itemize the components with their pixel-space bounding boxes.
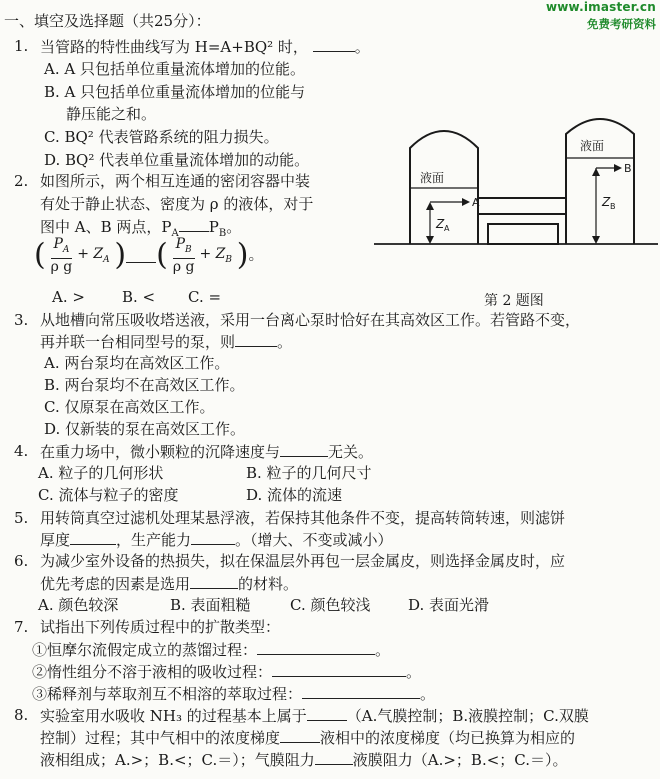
q6-blank xyxy=(190,574,238,589)
q2-line-3: 图中 A、B 两点，$P_A$ $P_B$。 xyxy=(40,218,242,239)
q7-item-1 xyxy=(32,640,390,659)
q5-line-2 xyxy=(40,530,393,549)
point-b-label: B xyxy=(624,162,632,175)
q5-line-2c: 。（增大、不变或减小） xyxy=(235,531,393,549)
q7-item-3-text: ③稀释剂与萃取剂互不相溶的萃取过程： xyxy=(32,685,303,703)
q8-line-2a: 控制）过程；其中气相中的浓度梯度 xyxy=(40,729,281,747)
frac-b-den: ρ g xyxy=(172,258,195,275)
q3-line-2-text: 再并联一台相同型号的泵，则 xyxy=(40,333,236,351)
q1-stem xyxy=(40,37,370,56)
q2-math-end: 。 xyxy=(248,245,264,264)
q8-blank-3 xyxy=(315,750,353,765)
q6-option-d: D. 表面光滑 xyxy=(408,596,490,614)
q2-line-1: 如图所示，两个相互连通的密闭容器中装 xyxy=(40,172,311,190)
q7-item-2-end: 。 xyxy=(406,663,422,681)
q6-line-2 xyxy=(40,574,298,593)
q7-blank-1 xyxy=(257,640,375,655)
q7-item-2 xyxy=(32,662,421,681)
q6-line-2b: 的材料。 xyxy=(238,575,299,593)
q5-blank-1 xyxy=(70,530,116,545)
q7-blank-3 xyxy=(302,684,420,699)
q2-option-c: C. = xyxy=(188,288,222,306)
frac-a-num xyxy=(51,236,73,259)
q2-blank-2 xyxy=(126,248,156,263)
q1-option-a: A. A 只包括单位重量流体增加的位能。 xyxy=(44,60,305,78)
q3-blank xyxy=(235,332,277,347)
za-sub: A xyxy=(103,254,110,265)
frac-a-sub: A xyxy=(62,244,70,255)
plus-za-text: + Z xyxy=(77,245,104,262)
q8-line-3 xyxy=(40,750,568,769)
paren-right-2: ) xyxy=(236,237,249,273)
q7-stem: 试指出下列传质过程中的扩散类型： xyxy=(40,618,281,636)
q5-line-2a: 厚度 xyxy=(40,531,71,549)
section-title: 一、填空及选择题（共25分）： xyxy=(4,12,211,30)
frac-b-num xyxy=(173,236,195,259)
q3-option-b: B. 两台泵均不在高效区工作。 xyxy=(44,376,245,394)
paren-left-1: ( xyxy=(34,237,46,273)
q4-stem-text: 在重力场中，微小颗粒的沉降速度与 xyxy=(40,443,281,461)
q4-option-b: B. 粒子的几何尺寸 xyxy=(246,464,372,482)
q7-item-3-end: 。 xyxy=(420,685,436,703)
q8-line-1b: （A.气膜控制；B.液膜控制；C.双膜 xyxy=(346,707,589,725)
q5-number: 5. xyxy=(14,509,29,527)
q4-option-d: D. 流体的流速 xyxy=(246,486,343,504)
q8-line-3a: 液相组成；A.>；B.<；C.＝）；气膜阻力 xyxy=(40,751,315,769)
q3-line-2 xyxy=(40,332,292,351)
za-arrowhead-down xyxy=(426,236,434,244)
q1-option-d: D. BQ² 代表单位重量流体增加的动能。 xyxy=(44,151,310,169)
q2-math-expression xyxy=(34,236,264,275)
q5-line-2b: ，生产能力 xyxy=(116,531,192,549)
q4-option-a: A. 粒子的几何形状 xyxy=(38,464,164,482)
two-tank-diagram xyxy=(374,110,658,310)
q2-pb: P xyxy=(208,218,219,236)
plus-zb xyxy=(199,245,232,265)
frac-b-sub: B xyxy=(185,244,192,255)
q5-line-1: 用转筒真空过滤机处理某悬浮液，若保持其他条件不变，提高转筒转速，则滤饼 xyxy=(40,509,566,527)
q4-stem xyxy=(40,442,373,461)
q3-number: 3. xyxy=(14,311,29,329)
q8-line-2 xyxy=(40,728,575,747)
point-b-arrowhead xyxy=(614,164,622,172)
watermark-tagline: 免费考研资料 xyxy=(587,17,656,31)
q3-end: 。 xyxy=(277,333,293,351)
q6-line-2a: 优先考虑的因素是选用 xyxy=(40,575,191,593)
q1-number: 1. xyxy=(14,37,29,55)
zb-arrowhead-down xyxy=(592,236,600,244)
q1-option-b-cont: 静压能之和。 xyxy=(66,105,157,123)
point-a-label: A xyxy=(472,196,480,209)
q2-option-a: A. > xyxy=(52,288,85,306)
q8-line-3b: 液膜阻力（A.>；B.<；C.＝）。 xyxy=(352,751,568,769)
frac-b-p: P xyxy=(175,236,186,252)
q2-blank-1 xyxy=(179,217,209,232)
q3-option-a: A. 两台泵均在高效区工作。 xyxy=(44,354,230,372)
paren-right-1: ) xyxy=(114,237,127,273)
paren-left-2: ( xyxy=(156,237,168,273)
q7-number: 7. xyxy=(14,618,29,636)
right-tank-outline xyxy=(566,119,634,244)
plus-za xyxy=(77,245,110,265)
q6-line-1: 为减少室外设备的热损失，拟在保温层外再包一层金属皮，则选择金属皮时，应 xyxy=(40,552,566,570)
q7-blank-2 xyxy=(272,662,406,677)
q8-line-1 xyxy=(40,706,589,725)
plus-zb-text: + Z xyxy=(199,245,226,262)
q5-blank-2 xyxy=(191,530,235,545)
q8-blank-2 xyxy=(280,728,320,743)
q1-end: 。 xyxy=(354,38,370,56)
pipe-support xyxy=(488,224,558,244)
q7-item-1-text: ①恒摩尔流假定成立的蒸馏过程： xyxy=(32,641,258,659)
q4-option-c: C. 流体与粒子的密度 xyxy=(38,486,179,504)
q3-option-c: C. 仅原泵在高效区工作。 xyxy=(44,398,215,416)
q7-item-2-text: ②惰性组分不溶于液相的吸收过程： xyxy=(32,663,273,681)
figure-caption: 第 2 题图 xyxy=(484,293,544,309)
q2-option-b: B. < xyxy=(122,288,156,306)
za-arrowhead-up xyxy=(426,202,434,210)
q2-sub-b: B xyxy=(218,228,227,239)
zb-label-sub: B xyxy=(610,202,616,211)
q1-stem-text: 当管路的特性曲线写为 H=A+BQ² 时， xyxy=(40,38,308,56)
q1-blank xyxy=(313,37,355,52)
right-liquid-label: 液面 xyxy=(580,139,605,153)
q4-number: 4. xyxy=(14,442,29,460)
q8-line-1a: 实验室用水吸收 NH₃ 的过程基本上属于 xyxy=(40,707,307,725)
q4-blank xyxy=(280,442,328,457)
q2-number: 2. xyxy=(14,172,29,190)
q2-line-2: 有处于静止状态、密度为 ρ 的液体，对于 xyxy=(40,195,314,213)
q6-option-b: B. 表面粗糙 xyxy=(170,596,251,614)
q6-option-a: A. 颜色较深 xyxy=(38,596,119,614)
frac-b xyxy=(173,236,195,275)
q2-sub-a: A xyxy=(171,228,179,239)
q8-line-2b: 液相中的浓度梯度（均已换算为相应的 xyxy=(320,729,576,747)
point-a-arrowhead xyxy=(462,198,470,206)
watermark-url: www.imaster.cn xyxy=(545,0,656,14)
zb-arrowhead-up xyxy=(592,168,600,176)
q3-option-d: D. 仅新装的泵在高效区工作。 xyxy=(44,420,246,438)
q7-item-1-end: 。 xyxy=(375,641,391,659)
za-label-sub: A xyxy=(444,224,450,233)
frac-a-p: P xyxy=(53,236,63,252)
q1-option-b: B. A 只包括单位重量流体增加的位能与 xyxy=(44,83,306,101)
q8-blank-1 xyxy=(307,706,347,721)
q8-number: 8. xyxy=(14,706,29,724)
q6-number: 6. xyxy=(14,552,29,570)
frac-a xyxy=(51,236,73,275)
frac-a-den: ρ g xyxy=(50,258,73,275)
q2-line-3-text: 图中 A、B 两点，P xyxy=(40,218,172,236)
q1-option-c: C. BQ² 代表管路系统的阻力损失。 xyxy=(44,128,279,146)
q3-line-1: 从地槽向常压吸收塔送液，采用一台离心泵时恰好在其高效区工作。若管路不变， xyxy=(40,311,581,329)
q7-item-3 xyxy=(32,684,435,703)
q6-option-c: C. 颜色较浅 xyxy=(290,596,371,614)
zb-label: Z xyxy=(602,195,611,209)
zb-sub: B xyxy=(225,254,232,265)
q4-end: 无关。 xyxy=(328,443,374,461)
za-label: Z xyxy=(436,217,445,231)
left-liquid-label: 液面 xyxy=(420,171,445,185)
